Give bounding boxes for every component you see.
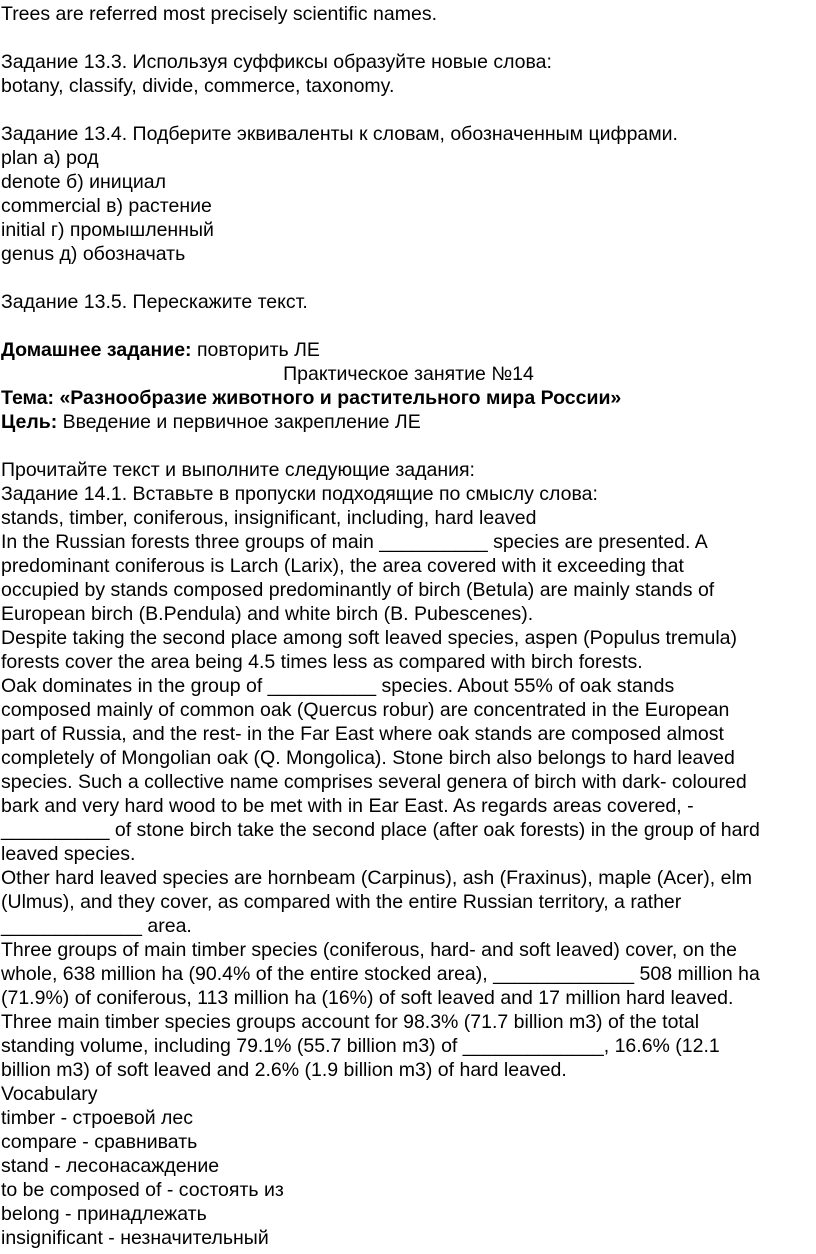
list-item: plan а) род	[1, 147, 99, 169]
text-line: whole, 638 million ha (90.4% of the entire stocked area), _____________ 508 million ha	[1, 963, 760, 985]
list-item: denote б) инициал	[1, 171, 166, 193]
list-item: commercial в) растение	[1, 195, 212, 217]
text-line: Oak dominates in the group of __________ species. About 55% of oak stands	[1, 675, 675, 697]
text-line: (Ulmus), and they cover, as compared with the entire Russian territory, a rather	[1, 891, 682, 913]
text-line: leaved species.	[1, 843, 136, 865]
homework-text: повторить ЛЕ	[191, 339, 320, 361]
exercise-13-4-title: Задание 13.4. Подберите эквиваленты к словам, обозначенным цифрами.	[1, 123, 678, 145]
exercise-13-3-words: botany, classify, divide, commerce, taxonomy.	[1, 75, 395, 97]
reading-intro: Прочитайте текст и выполните следующие задания:	[1, 459, 475, 481]
text-line: European birch (B.Pendula) and white birch (B. Pubescenes).	[1, 603, 534, 625]
text-line: predominant coniferous is Larch (Larix), the area covered with it exceeding that	[1, 555, 684, 577]
lesson-goal	[1, 410, 816, 434]
vocabulary-item: belong - принадлежать	[1, 1203, 207, 1225]
text-line: standing volume, including 79.1% (55.7 billion m3) of _____________, 16.6% (12.1	[1, 1035, 720, 1057]
text-line: Despite taking the second place among soft leaved species, aspen (Populus tremula)	[1, 627, 738, 649]
exercise-13-3-title: Задание 13.3. Используя суффиксы образуйте новые слова:	[1, 51, 552, 73]
text-line: forests cover the area being 4.5 times less as compared with birch forests.	[1, 651, 643, 673]
homework-label: Домашнее задание:	[1, 339, 192, 361]
text-line: _____________ area.	[1, 915, 192, 937]
intro-sentence: Trees are referred most precisely scientific names.	[1, 3, 438, 25]
spacer	[1, 26, 816, 50]
text-line: Three main timber species groups account for 98.3% (71.7 billion m3) of the total	[1, 1011, 700, 1033]
vocabulary-item: to be composed of - состоять из	[1, 1179, 284, 1201]
text-line: In the Russian forests three groups of main __________ species are presented. A	[1, 531, 708, 553]
vocabulary-item: timber - строевой лес	[1, 1107, 193, 1129]
vocabulary-title: Vocabulary	[1, 1083, 98, 1105]
text-line: composed mainly of common oak (Quercus robur) are concentrated in the European	[1, 699, 730, 721]
text-line: Other hard leaved species are hornbeam (Carpinus), ash (Fraxinus), maple (Acer), elm	[1, 867, 753, 889]
homework-line	[1, 338, 816, 362]
goal-text: Введение и первичное закрепление ЛЕ	[57, 411, 421, 433]
exercise-13-5-title: Задание 13.5. Перескажите текст.	[1, 291, 308, 313]
lesson-title: Практическое занятие №14	[283, 363, 534, 385]
vocabulary-item: compare - сравнивать	[1, 1131, 198, 1153]
goal-label: Цель:	[1, 411, 58, 433]
vocabulary-item: insignificant - незначительный	[1, 1227, 269, 1249]
spacer	[1, 314, 816, 338]
text-line: occupied by stands composed predominantly of birch (Betula) are mainly stands of	[1, 579, 715, 601]
list-item: genus д) обозначать	[1, 243, 186, 265]
spacer	[1, 434, 816, 458]
topic-heading: Тема: «Разнообразие животного и растительного мира России»	[1, 387, 622, 409]
text-line: __________ of stone birch take the second place (after oak forests) in the group of hard	[1, 819, 760, 841]
text-line: Three groups of main timber species (coniferous, hard- and soft leaved) cover, on the	[1, 939, 737, 961]
exercise-14-1-words: stands, timber, coniferous, insignificant, including, hard leaved	[1, 507, 537, 529]
spacer	[1, 266, 816, 290]
text-line: (71.9%) of coniferous, 113 million ha (16%) of soft leaved and 17 million hard leaved.	[1, 987, 734, 1009]
exercise-14-1-title: Задание 14.1. Вставьте в пропуски подходящие по смыслу слова:	[1, 483, 598, 505]
vocabulary-item: stand - лесонасаждение	[1, 1155, 220, 1177]
text-line: part of Russia, and the rest- in the Far East where oak stands are composed almost	[1, 723, 724, 745]
spacer	[1, 98, 816, 122]
text-line: completely of Mongolian oak (Q. Mongolica). Stone birch also belongs to hard leaved	[1, 747, 735, 769]
lesson-topic	[1, 386, 816, 410]
text-line: species. Such a collective name comprises several genera of birch with dark- coloured	[1, 771, 747, 793]
list-item: initial г) промышленный	[1, 219, 214, 241]
text-line: bark and very hard wood to be met with in Ear East. As regards areas covered, -	[1, 795, 694, 817]
text-line: billion m3) of soft leaved and 2.6% (1.9 billion m3) of hard leaved.	[1, 1059, 567, 1081]
